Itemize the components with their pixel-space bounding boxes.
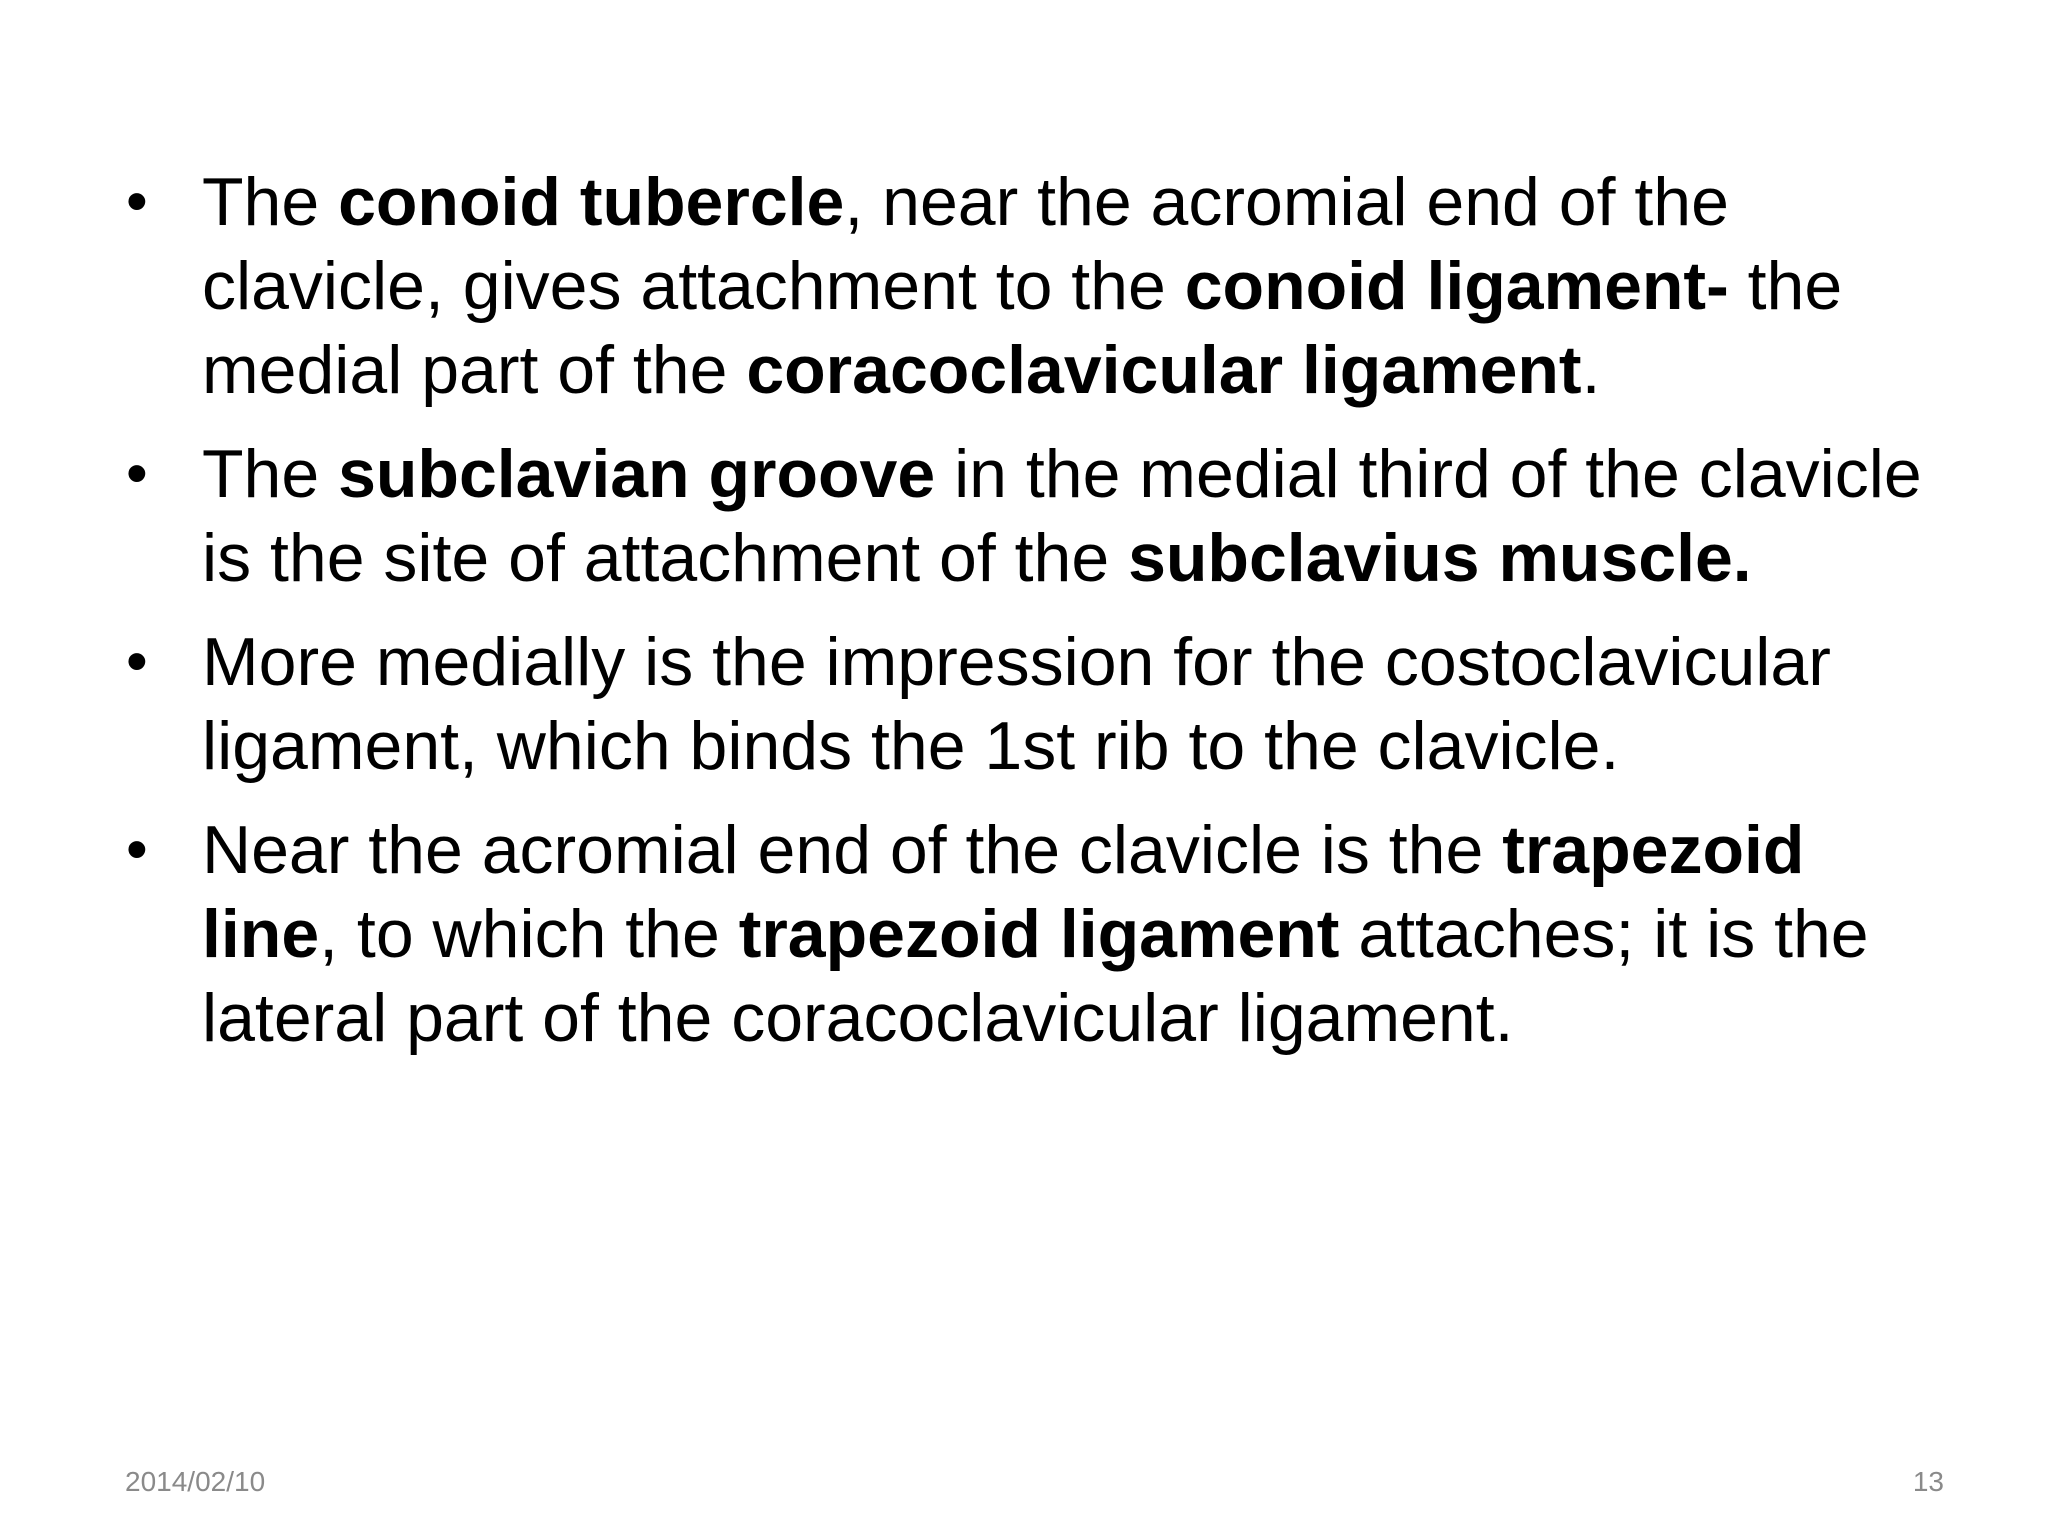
text-run: attaches; it is the lateral part of the coracoclavicular ligament.: [202, 896, 1869, 1056]
bullet-list: [126, 160, 1956, 1060]
bold-term: conoid ligament-: [1184, 248, 1729, 324]
footer-date: 2014/02/10: [125, 1466, 266, 1497]
bold-term: subclavius muscle.: [1128, 520, 1752, 596]
bold-term: trapezoid line: [202, 812, 1805, 972]
text-run: in the medial third of the clavicle is the site of attachment of the: [202, 436, 1922, 596]
text-run: .: [1581, 332, 1601, 408]
bullet-text: [202, 436, 1922, 596]
slide-content: [126, 160, 1956, 1080]
text-run: The: [202, 164, 339, 240]
bold-term: conoid tubercle: [338, 164, 845, 240]
bullet-item-2: [126, 432, 1956, 600]
text-run: The: [202, 436, 339, 512]
bullet-item-3: [126, 620, 1956, 788]
bullet-dot-icon: •: [126, 439, 148, 508]
text-run: , to which the: [319, 896, 739, 972]
bold-term: subclavian groove: [338, 436, 936, 512]
bullet-item-1: [126, 160, 1956, 412]
bold-term: coracoclavicular ligament: [746, 332, 1582, 408]
text-run: Near the acromial end of the clavicle is the: [202, 812, 1503, 888]
bullet-dot-icon: •: [126, 627, 148, 696]
bullet-item-4: [126, 808, 1956, 1060]
page-number: 13: [1912, 1466, 1944, 1497]
bold-term: trapezoid ligament: [738, 896, 1340, 972]
bullet-dot-icon: •: [126, 815, 148, 884]
bullet-text: [202, 812, 1869, 1056]
text-run: , near the acromial end of the clavicle, gives attachment to the: [202, 164, 1729, 324]
text-run: More medially is the impression for the costoclavicular ligament, which binds the 1st rib to the clavicle.: [202, 624, 1831, 784]
bullet-text: [202, 164, 1842, 408]
bullet-text: [202, 624, 1831, 784]
bullet-dot-icon: •: [126, 167, 148, 236]
text-run: the medial part of the: [202, 248, 1843, 408]
